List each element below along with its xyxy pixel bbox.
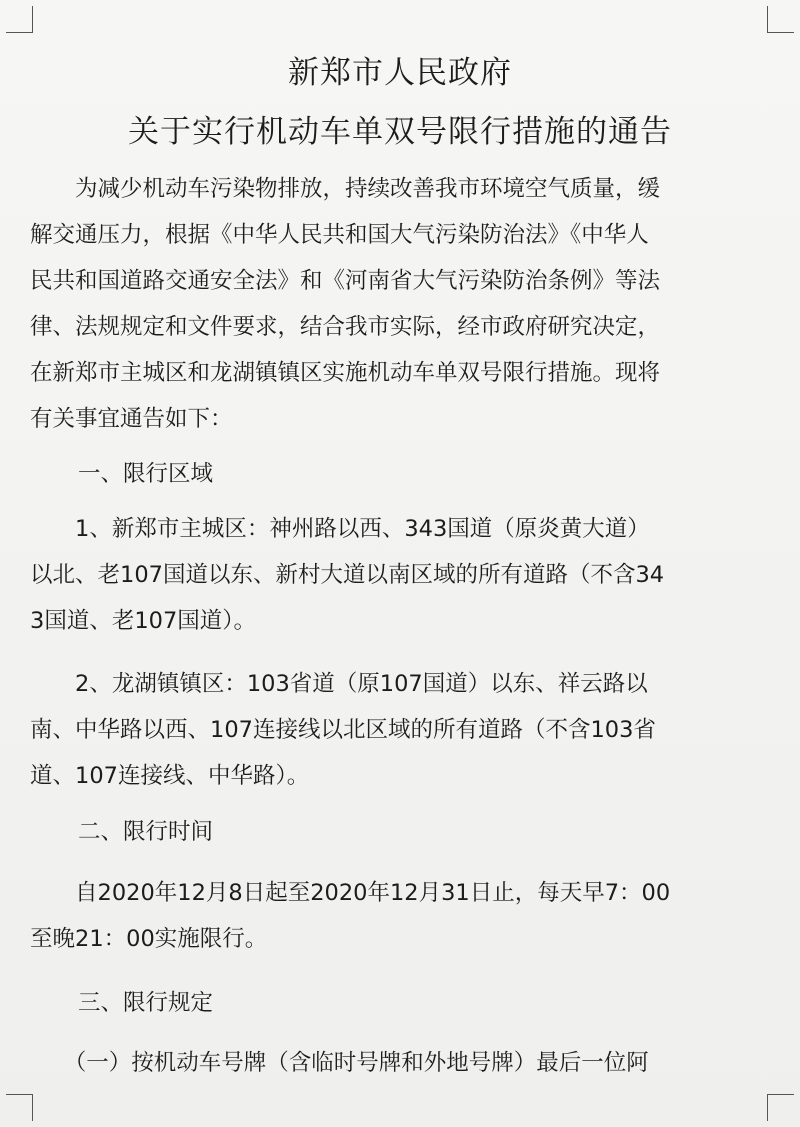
section1-item1-line: 1、新郑市主城区：神州路以西、343国道（原炎黄大道）: [30, 516, 650, 542]
section1-heading: 一、限行区域: [78, 461, 214, 487]
intro-line: 民共和国道路交通安全法》和《河南省大气污染防治条例》等法: [30, 268, 661, 294]
section1-item2-line: 道、107连接线、中华路）。: [30, 763, 310, 789]
section2-heading: 二、限行时间: [78, 819, 214, 845]
intro-line: 在新郑市主城区和龙湖镇镇区实施机动车单双号限行措施。现将: [30, 360, 661, 386]
intro-paragraph: [30, 166, 772, 442]
crop-mark-bottom-left: [6, 1094, 33, 1121]
intro-line: 律、法规规定和文件要求，结合我市实际，经市政府研究决定，: [30, 314, 661, 340]
section1-item2-line: 2、龙湖镇镇区：103省道（原107国道）以东、祥云路以: [30, 671, 648, 697]
section1-item2-line: 南、中华路以西、107连接线以北区域的所有道路（不含103省: [30, 717, 656, 743]
document-title-issuer: 新郑市人民政府: [288, 55, 512, 91]
section3-heading: 三、限行规定: [78, 990, 214, 1016]
section1-item1-line: 以北、老107国道以东、新村大道以南区域的所有道路（不含34: [30, 562, 665, 588]
section2-paragraph: [30, 870, 772, 962]
section1-item1: [30, 506, 772, 644]
section3-line: （一）按机动车号牌（含临时号牌和外地号牌）最后一位阿: [30, 1050, 649, 1076]
intro-line: 有关事宜通告如下：: [30, 406, 233, 432]
intro-line: 为减少机动车污染物排放，持续改善我市环境空气质量，缓: [30, 176, 661, 202]
section1-item2: [30, 661, 772, 799]
intro-line: 解交通压力，根据《中华人民共和国大气污染防治法》《中华人: [30, 222, 649, 248]
section2-line: 自2020年12月8日起至2020年12月31日止，每天早7：00: [30, 880, 671, 906]
crop-mark-top-right: [767, 6, 794, 33]
crop-mark-top-left: [6, 6, 33, 33]
section3-paragraph: [30, 1040, 772, 1086]
crop-mark-bottom-right: [767, 1094, 794, 1121]
document-title-subject: 关于实行机动车单双号限行措施的通告: [128, 114, 672, 150]
section2-line: 至晚21：00实施限行。: [30, 926, 268, 952]
section1-item1-line: 3国道、老107国道）。: [30, 608, 257, 634]
